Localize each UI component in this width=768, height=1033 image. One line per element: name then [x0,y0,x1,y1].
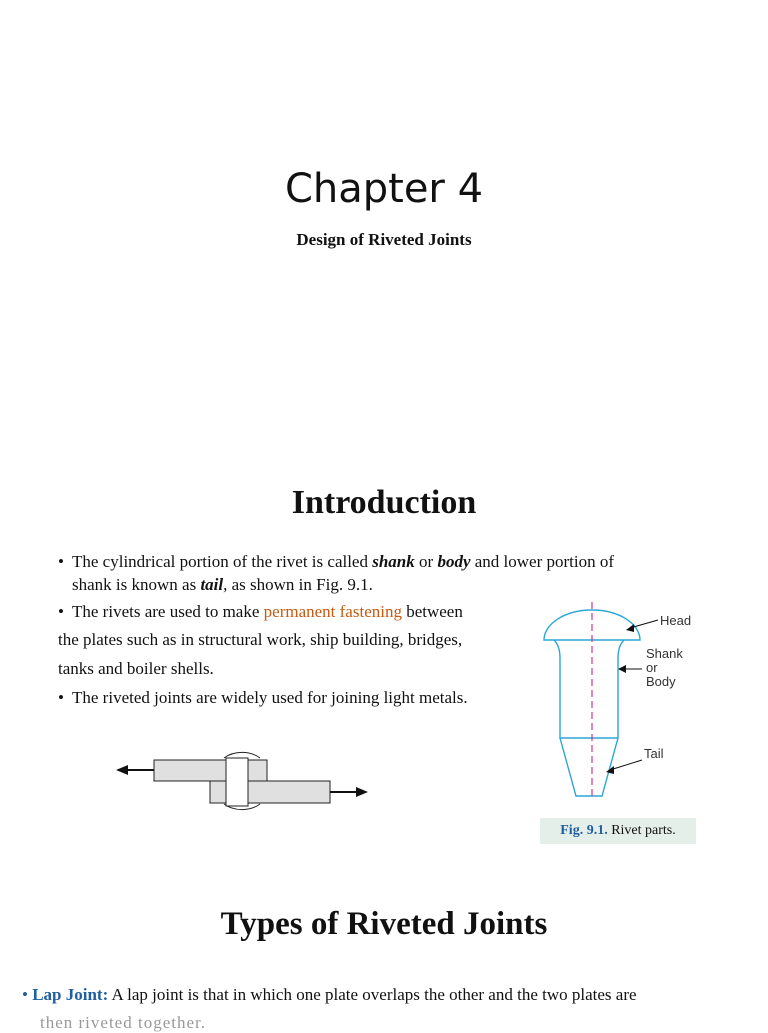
bullet-shank: • The cylindrical portion of the rivet is called shank or body and lower portion of [58,552,615,571]
tail-leader [610,760,642,770]
label-head: Head [660,613,692,628]
rivet-parts-diagram [538,600,708,800]
rivet-tail [560,738,618,796]
bullet-permanent-line3: tanks and boiler shells. [58,659,214,678]
figure-caption: Fig. 9.1. Rivet parts. [540,818,696,844]
lap-joint-definition: • Lap Joint: A lap joint is that in which one plate overlaps the other and the two plates are [22,985,637,1004]
title-slide [0,0,768,470]
chapter-subtitle: Design of Riveted Joints [296,230,472,249]
bullet-dot: • [22,985,28,1004]
bullet-dot: • [58,552,64,571]
label-or: or [646,660,658,675]
lap-joint-diagram [108,732,378,828]
bullet-light-metals: • The riveted joints are widely used for joining light metals. [58,688,468,707]
introduction-slide [0,470,768,870]
lap-joint-term: Lap Joint: [32,985,109,1004]
shank-arrow-icon [618,665,626,673]
head-leader [630,620,658,628]
rivet-shank [554,640,624,738]
types-slide [0,870,768,1032]
upper-plate [154,760,267,781]
types-heading: Types of Riveted Joints [220,906,548,942]
label-shank: Shank [646,646,683,661]
left-arrow-icon [116,765,128,775]
bullet-shank-line2: shank is known as tail, as shown in Fig. 9.1. [72,575,373,594]
label-tail: Tail [644,746,664,761]
bullet-permanent-line2: the plates such as in structural work, ship building, bridges, [58,630,463,649]
right-arrow-icon [356,787,368,797]
label-body: Body [646,674,676,689]
highlight-permanent-fastening: permanent fastening [263,602,402,621]
rivet-shank [226,758,248,806]
introduction-heading: Introduction [291,484,477,521]
lap-joint-cut-line: then riveted together. [40,1013,206,1032]
rivet-head-top [224,752,260,758]
chapter-title: Chapter 4 [284,166,484,212]
bullet-permanent: • The rivets are used to make permanent fastening between [58,602,463,621]
